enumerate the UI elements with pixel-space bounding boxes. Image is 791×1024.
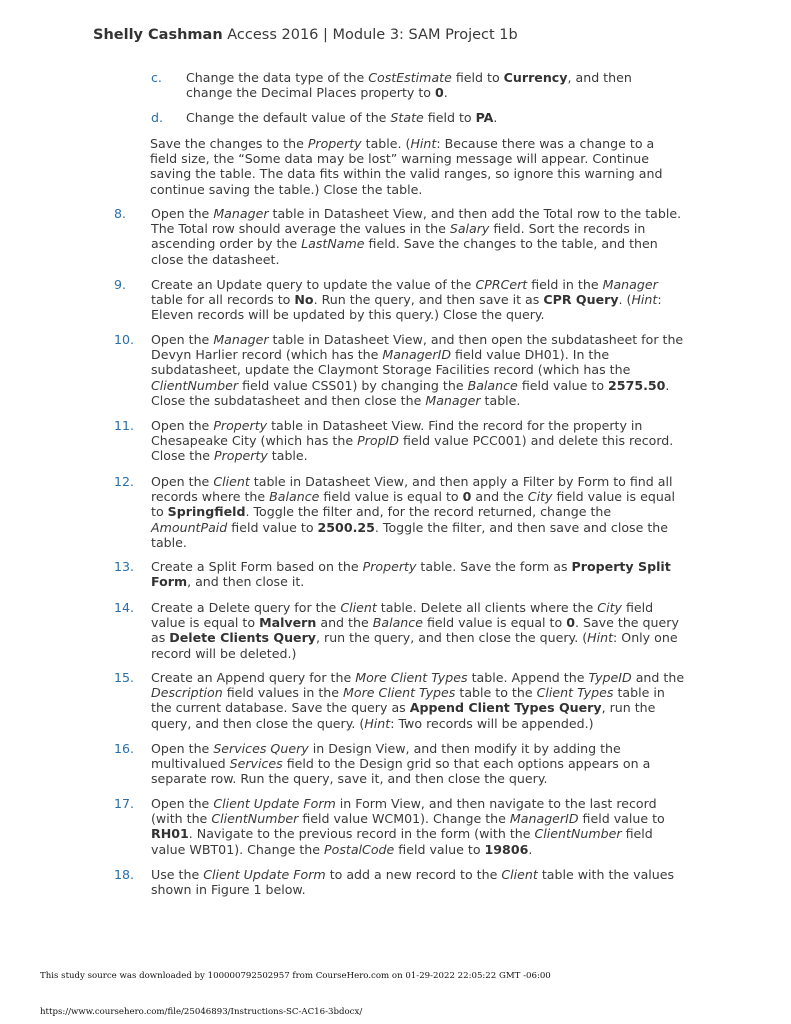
step-number: 9. [114, 277, 127, 292]
step-number: 10. [114, 332, 135, 347]
step-number: 15. [114, 670, 135, 685]
step-9 [114, 277, 689, 323]
step-14 [114, 600, 689, 661]
step-text: Create an Update query to update the value of the CPRCert field in the Manager table for all records to No. Run the query, and then save it as CPR Query. (Hint: Eleven records will be updated by this query.) Close the query. [151, 277, 662, 323]
step-8 [114, 206, 689, 267]
substep-letter: c. [151, 70, 162, 85]
step-15 [114, 670, 689, 731]
substep-letter: d. [151, 110, 163, 125]
step-text: Open the Property table in Datasheet View. Find the record for the property in Chesapeake City (which has the PropID field value PCC001) and delete this record. Close the Property table. [151, 418, 674, 464]
step-16 [114, 741, 689, 787]
substep-c [151, 70, 681, 100]
substep-d [151, 110, 681, 125]
header-title-bold: Shelly Cashman [93, 27, 223, 43]
step-number: 8. [114, 206, 127, 221]
step-text: Open the Client table in Datasheet View, and then apply a Filter by Form to find all records where the Balance field value is equal to 0 and the City field value is equal to Springfield. Toggle the filter and, for the record returned, change the AmountPaid field value to 2500.25. Toggle the filter, and then save and close the table. [151, 474, 676, 550]
step-number: 16. [114, 741, 135, 756]
step-text: Create an Append query for the More Client Types table. Append the TypeID and the Description field values in the More Client Types table to the Client Types table in the current database. Save the query as Append Client Types Query, run the query, and then close the query. (Hint: Two records will be appended.) [151, 670, 685, 731]
step-text: Open the Manager table in Datasheet View, and then open the subdatasheet for the Devyn Harlier record (which has the ManagerID field value DH01). In the subdatasheet, update the Claymont Storage Facilities record (which has the ClientNumber field value CSS01) by changing the Balance field value to 2575.50. Close the subdatasheet and then close the Manager table. [151, 332, 684, 408]
step-text: Create a Delete query for the Client table. Delete all clients where the City field value is equal to Malvern and the Balance field value is equal to 0. Save the query as Delete Clients Query, run the query, and then close the query. (Hint: Only one record will be deleted.) [151, 600, 679, 661]
header-title-rest: Access 2016 | Module 3: SAM Project 1b [222, 27, 518, 43]
step-text: Open the Manager table in Datasheet View, and then add the Total row to the table. The Total row should average the values in the Salary field. Sort the records in ascending order by the LastName field. Save the changes to the table, and then close the datasheet. [151, 206, 682, 267]
substep-text: Change the default value of the State field to PA. [186, 110, 498, 125]
page-header [93, 27, 518, 43]
step-number: 11. [114, 418, 135, 433]
step-text: Create a Split Form based on the Property table. Save the form as Property Split Form, and then close it. [151, 559, 671, 590]
substep-text: Change the data type of the CostEstimate field to Currency, and then change the Decimal Places property to 0. [186, 70, 632, 101]
step-text: Use the Client Update Form to add a new record to the Client table with the values shown in Figure 1 below. [151, 867, 675, 898]
step-text: Open the Client Update Form in Form View, and then navigate to the last record (with the ClientNumber field value WCM01). Change the ManagerID field value to RH01. Navigate to the previous record in the form (with the ClientNumber field value WBT01). Change the PostalCode field value to 19806. [151, 796, 665, 857]
source-url[interactable]: https://www.coursehero.com/file/25046893/Instructions-SC-AC16-3bdocx/ [40, 1007, 363, 1017]
step-13 [114, 559, 689, 589]
save-instructions: Save the changes to the Property table. (Hint: Because there was a change to a field size, the “Some data may be lost” warning message will appear. Continue saving the table. The data fits within the valid ranges, so ignore this warning and continue saving the table.) Close the table. [150, 136, 663, 197]
step-number: 13. [114, 559, 135, 574]
step-10 [114, 332, 689, 408]
step-number: 14. [114, 600, 135, 615]
step-18 [114, 867, 689, 897]
step-17 [114, 796, 689, 857]
step-number: 18. [114, 867, 135, 882]
step-number: 12. [114, 474, 135, 489]
step-text: Open the Services Query in Design View, and then modify it by adding the multivalued Services field to the Design grid so that each options appears on a separate row. Run the query, save it, and then close the query. [151, 741, 651, 787]
download-notice: This study source was downloaded by 100000792502957 from CourseHero.com on 01-29-2022 22:05:22 GMT -06:00 [40, 971, 551, 981]
step-number: 17. [114, 796, 135, 811]
step-12 [114, 474, 689, 550]
step-11 [114, 418, 689, 464]
